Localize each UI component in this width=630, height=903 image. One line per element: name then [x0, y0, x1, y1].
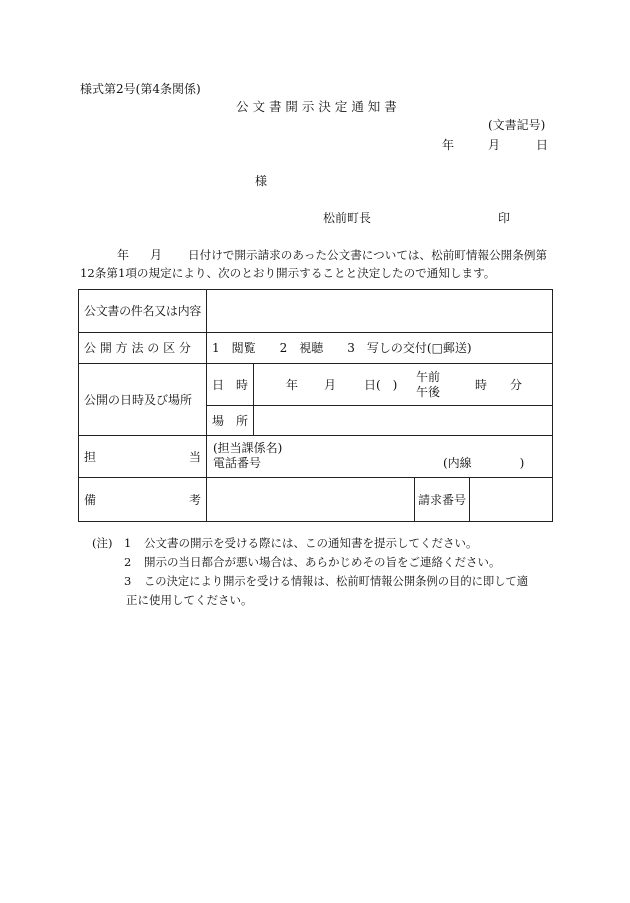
remarks-label-2: 考: [188, 492, 201, 507]
place-label: 場 所: [207, 406, 254, 436]
contact-value: [207, 436, 553, 478]
note-text: 公文書の開示を受ける際には、この通知書を提示してください。: [144, 536, 478, 550]
note-number: 1: [124, 536, 132, 550]
body-line-2: 12条第1項の規定により、次のとおり開示することと決定したので通知します。: [80, 266, 496, 280]
date-month: 月: [488, 138, 501, 152]
dt-pm: 午後: [416, 385, 441, 399]
body-line-1: 日付けで開示請求のあった公文書については、松前町情報公開条例第: [188, 248, 548, 262]
dt-year: 年: [286, 378, 299, 392]
note-item: [92, 572, 552, 591]
disclosure-form-table: [78, 289, 553, 522]
datetime-place-label: 公開の日時及び場所: [79, 364, 207, 436]
remarks-label-1: 備: [84, 492, 97, 507]
note-text: 開示の当日都合が悪い場合は、あらかじめその旨をご連絡ください。: [144, 555, 501, 569]
issuer-name: 松前町長: [323, 211, 372, 225]
date-year: 年: [442, 138, 455, 152]
datetime-label: 日 時: [207, 364, 254, 406]
remarks-value: [207, 478, 415, 522]
addressee-suffix: 様: [255, 174, 268, 188]
seal-mark: 印: [498, 211, 511, 225]
place-value: [254, 406, 553, 436]
document-title: 公 文 書 開 示 決 定 通 知 書: [236, 99, 397, 114]
form-number: 様式第2号(第4条関係): [80, 82, 201, 96]
request-number-value: [470, 478, 553, 522]
dt-hour: 時: [475, 378, 488, 392]
subject-label: 公文書の件名又は内容: [79, 290, 207, 333]
note-item: [92, 534, 552, 553]
note-number: 3: [124, 574, 132, 588]
method-value: 1 閲覧 2 視聴 3 写しの交付(□郵送): [207, 333, 553, 364]
dt-minute: 分: [510, 378, 523, 392]
contact-label: [79, 436, 207, 478]
contact-phone: 電話番号: [213, 456, 262, 470]
note-text: この決定により開示を受ける情報は、松前町情報公開条例の目的に即して適: [144, 575, 529, 588]
body-month: 月: [150, 248, 163, 262]
remarks-label: [79, 478, 207, 522]
date-day: 日: [536, 138, 549, 152]
method-label: 公 開 方 法 の 区 分: [79, 333, 207, 364]
datetime-value: [254, 364, 553, 406]
request-number-label: 請求番号: [415, 478, 470, 522]
contact-label-1: 担: [84, 449, 97, 464]
dt-am: 午前: [416, 370, 441, 384]
body-year: 年: [117, 248, 130, 262]
dt-month: 月: [324, 378, 337, 392]
note-number: 2: [124, 555, 132, 569]
subject-value: [207, 290, 553, 333]
note-continuation: 正に使用してください。: [126, 593, 253, 607]
document-code: (文書記号): [488, 118, 546, 132]
contact-label-2: 当: [188, 449, 201, 464]
contact-ext: (内線 ): [443, 456, 525, 470]
notes-label: (注): [92, 536, 113, 550]
note-item: [92, 553, 552, 572]
dt-day: 日( ): [364, 378, 398, 392]
contact-dept: (担当課係名): [213, 441, 283, 455]
notes-section: [92, 534, 552, 610]
